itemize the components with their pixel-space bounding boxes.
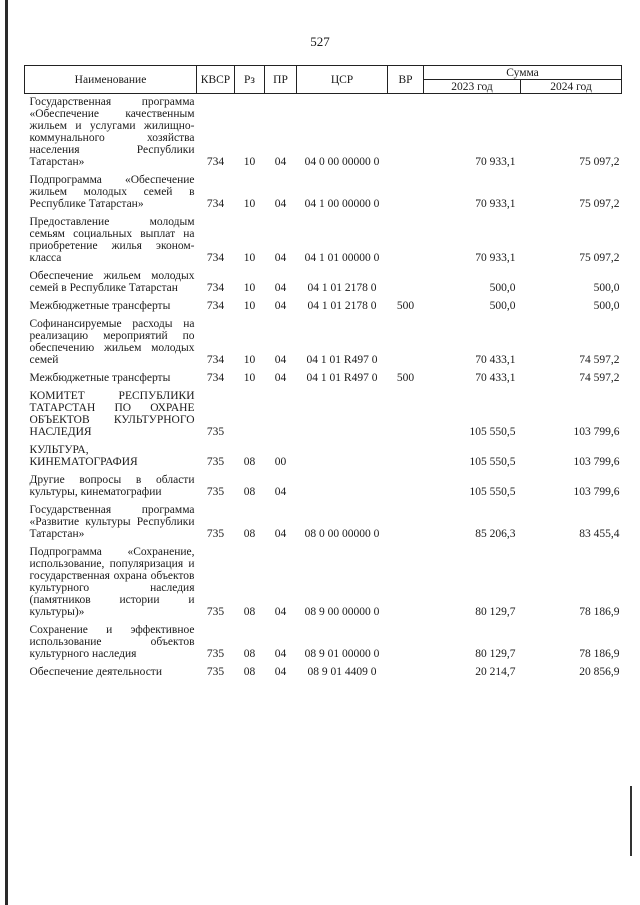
table-row: [25, 172, 622, 214]
cell-sum-2024: 103 799,6: [573, 486, 620, 498]
budget-table: [24, 65, 622, 682]
cell-sum-2023: 70 433,1: [475, 354, 516, 366]
header-vr: ВР: [388, 66, 424, 94]
header-year-2023: 2023 год: [424, 80, 521, 94]
cell-vr: 500: [396, 372, 415, 384]
cell-name: Межбюджетные трансферты: [29, 372, 171, 384]
table-row: [25, 94, 622, 173]
cell-sum-2023: 500,0: [489, 300, 516, 312]
cell-rz: 08: [243, 528, 256, 540]
cell-sum-2024: 75 097,2: [579, 252, 620, 264]
cell-sum-2023: 20 214,7: [475, 666, 516, 678]
cell-vr: [388, 94, 424, 173]
cell-sum-2024: 75 097,2: [579, 198, 620, 210]
cell-pr: 04: [274, 198, 287, 210]
scan-edge-bar: [5, 0, 8, 905]
cell-sum-2023: 70 933,1: [475, 198, 516, 210]
table-row: [25, 316, 622, 370]
cell-vr: [388, 622, 424, 664]
header-rz: Рз: [235, 66, 265, 94]
cell-rz: 10: [243, 198, 256, 210]
cell-csr: [297, 388, 388, 442]
cell-pr: 04: [274, 156, 287, 168]
cell-sum-2023: 70 433,1: [475, 372, 516, 384]
cell-pr: 04: [274, 354, 287, 366]
cell-vr: [388, 388, 424, 442]
cell-csr: 04 1 01 R497 0: [306, 354, 378, 366]
header-pr: ПР: [265, 66, 297, 94]
cell-name: Софинансируемые расходы на реализацию мероприятий по обеспечению жильем молодых семей: [29, 318, 195, 366]
cell-sum-2023: 85 206,3: [475, 528, 516, 540]
table-row: [25, 544, 622, 622]
cell-vr: [388, 442, 424, 472]
cell-rz: 10: [243, 354, 256, 366]
cell-pr: [265, 388, 297, 442]
cell-vr: [388, 502, 424, 544]
cell-name: Обеспечение жильем молодых семей в Республике Татарстан: [29, 270, 195, 294]
cell-rz: [235, 388, 265, 442]
cell-csr: 08 0 00 00000 0: [304, 528, 380, 540]
cell-name: Подпрограмма «Обеспечение жильем молодых семей в Республике Татарстан»: [29, 174, 195, 210]
cell-kvsr: 734: [206, 252, 225, 264]
table-row: [25, 472, 622, 502]
cell-csr: 04 1 01 00000 0: [304, 252, 380, 264]
cell-vr: [388, 472, 424, 502]
cell-pr: 04: [274, 666, 287, 678]
cell-rz: 10: [243, 372, 256, 384]
table-row: [25, 298, 622, 316]
cell-vr: [388, 664, 424, 682]
cell-kvsr: 734: [206, 156, 225, 168]
cell-sum-2023: 105 550,5: [469, 456, 516, 468]
cell-csr: 04 0 00 00000 0: [304, 156, 380, 168]
cell-rz: 08: [243, 606, 256, 618]
cell-name: Предоставление молодым семьям социальных выплат на приобретение жилья эконом-класса: [29, 216, 195, 264]
header-sum: Сумма: [424, 66, 622, 80]
cell-kvsr: 735: [206, 648, 225, 660]
header-year-2024: 2024 год: [521, 80, 622, 94]
cell-rz: 08: [243, 486, 256, 498]
cell-sum-2023: 500,0: [489, 282, 516, 294]
table-row: [25, 370, 622, 388]
cell-vr: [388, 214, 424, 268]
cell-csr: 08 9 01 00000 0: [304, 648, 380, 660]
cell-rz: 10: [243, 300, 256, 312]
cell-pr: 04: [274, 282, 287, 294]
cell-csr: 04 1 01 2178 0: [307, 300, 377, 312]
table-header-row: [25, 66, 622, 80]
cell-sum-2023: 80 129,7: [475, 648, 516, 660]
cell-pr: 04: [274, 300, 287, 312]
cell-pr: 00: [274, 456, 287, 468]
cell-name: КУЛЬТУРА, КИНЕМАТОГРАФИЯ: [29, 444, 138, 468]
cell-pr: 04: [274, 528, 287, 540]
cell-kvsr: 735: [206, 486, 225, 498]
cell-csr: [297, 442, 388, 472]
cell-kvsr: 734: [206, 372, 225, 384]
cell-name: Государственная программа «Развитие культуры Республики Татарстан»: [29, 504, 195, 540]
cell-name: КОМИТЕТ РЕСПУБЛИКИ ТАТАРСТАН ПО ОХРАНЕ ОБЪЕКТОВ КУЛЬТУРНОГО НАСЛЕДИЯ: [29, 390, 195, 438]
table-row: [25, 388, 622, 442]
cell-rz: 08: [243, 456, 256, 468]
cell-csr: 04 1 00 00000 0: [304, 198, 380, 210]
cell-pr: 04: [274, 486, 287, 498]
cell-sum-2024: 74 597,2: [579, 354, 620, 366]
cell-kvsr: 734: [206, 300, 225, 312]
cell-name: Сохранение и эффективное использование объектов культурного наследия: [29, 624, 195, 660]
cell-sum-2024: 20 856,9: [579, 666, 620, 678]
cell-vr: 500: [396, 300, 415, 312]
cell-sum-2023: 70 933,1: [475, 156, 516, 168]
cell-csr: 04 1 01 R497 0: [306, 372, 378, 384]
cell-kvsr: 734: [206, 198, 225, 210]
cell-rz: 10: [243, 252, 256, 264]
cell-csr: [297, 472, 388, 502]
cell-kvsr: 734: [206, 354, 225, 366]
cell-sum-2023: 70 933,1: [475, 252, 516, 264]
cell-vr: [388, 544, 424, 622]
table-row: [25, 622, 622, 664]
cell-csr: 08 9 01 4409 0: [307, 666, 377, 678]
cell-vr: [388, 316, 424, 370]
cell-sum-2023: 105 550,5: [469, 486, 516, 498]
cell-rz: 08: [243, 648, 256, 660]
cell-csr: 08 9 00 00000 0: [304, 606, 380, 618]
cell-pr: 04: [274, 606, 287, 618]
cell-pr: 04: [274, 372, 287, 384]
scan-edge-mark: [630, 786, 632, 856]
cell-vr: [388, 268, 424, 298]
cell-name: Межбюджетные трансферты: [29, 300, 171, 312]
cell-kvsr: 734: [206, 282, 225, 294]
cell-name: Государственная программа «Обеспечение качественным жильем и услугами жилищно-коммунального хозяйства населения Республики Татарстан»: [29, 96, 195, 168]
cell-pr: 04: [274, 648, 287, 660]
cell-rz: 08: [243, 666, 256, 678]
cell-name: Обеспечение деятельности: [29, 666, 162, 678]
cell-sum-2024: 74 597,2: [579, 372, 620, 384]
table-row: [25, 664, 622, 682]
cell-name: Подпрограмма «Сохранение, использование, популяризация и государственная охрана объектов культурного наследия (памятников истории и культуры)»: [29, 546, 195, 618]
cell-rz: 10: [243, 282, 256, 294]
cell-sum-2024: 75 097,2: [579, 156, 620, 168]
cell-sum-2024: 500,0: [593, 300, 620, 312]
cell-kvsr: 735: [206, 666, 225, 678]
cell-csr: 04 1 01 2178 0: [307, 282, 377, 294]
cell-kvsr: 735: [206, 456, 225, 468]
cell-name: Другие вопросы в области культуры, кинематографии: [29, 474, 195, 498]
cell-vr: [388, 172, 424, 214]
cell-sum-2024: 83 455,4: [579, 528, 620, 540]
cell-sum-2023: 105 550,5: [469, 426, 516, 438]
cell-rz: 10: [243, 156, 256, 168]
table-row: [25, 214, 622, 268]
table-row: [25, 442, 622, 472]
cell-sum-2023: 80 129,7: [475, 606, 516, 618]
cell-kvsr: 735: [206, 528, 225, 540]
cell-kvsr: 735: [206, 426, 225, 438]
header-kvsr: КВСР: [197, 66, 235, 94]
cell-sum-2024: 103 799,6: [573, 426, 620, 438]
cell-pr: 04: [274, 252, 287, 264]
page-number: 527: [310, 34, 330, 49]
header-csr: ЦСР: [297, 66, 388, 94]
header-name: Наименование: [25, 66, 197, 94]
table-row: [25, 502, 622, 544]
cell-sum-2024: 500,0: [593, 282, 620, 294]
table-row: [25, 268, 622, 298]
cell-sum-2024: 78 186,9: [579, 606, 620, 618]
cell-sum-2024: 103 799,6: [573, 456, 620, 468]
cell-sum-2024: 78 186,9: [579, 648, 620, 660]
cell-kvsr: 735: [206, 606, 225, 618]
table-body: [25, 94, 622, 683]
